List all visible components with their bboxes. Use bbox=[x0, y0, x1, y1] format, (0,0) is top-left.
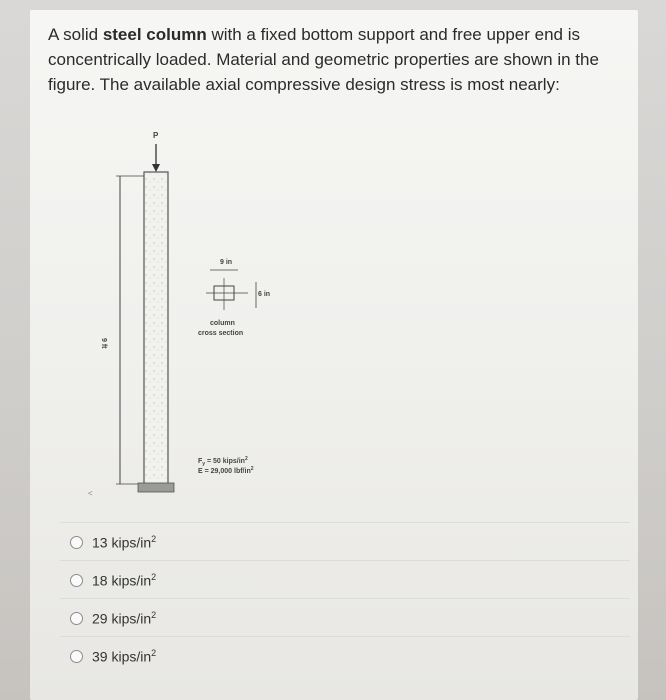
load-label: P bbox=[153, 131, 159, 140]
option-row-3[interactable] bbox=[60, 598, 630, 637]
option-label-4: 39 kips/$in^2$ bbox=[92, 647, 157, 665]
column bbox=[144, 172, 168, 484]
radio-option-2[interactable] bbox=[70, 574, 83, 587]
column-figure bbox=[80, 120, 340, 510]
option-label-3: 29 kips/$in^2$ bbox=[92, 609, 157, 627]
load-arrow-head bbox=[152, 164, 160, 172]
width-dim-label: 9 in bbox=[220, 259, 233, 266]
option-label-2: 18 kips/$in^2$ bbox=[92, 571, 157, 589]
option-row-4[interactable] bbox=[60, 636, 630, 675]
question-text bbox=[48, 22, 633, 97]
fixed-base bbox=[138, 483, 174, 492]
question-bold: steel column bbox=[102, 25, 207, 44]
height-label: 9 ft bbox=[100, 338, 107, 349]
radio-option-1[interactable] bbox=[70, 536, 83, 549]
fy-property: $F_y = 50$ kips/$in^2$ bbox=[198, 456, 248, 467]
option-row-1[interactable] bbox=[60, 522, 630, 561]
option-label-1: 13 kips/$in^2$ bbox=[92, 533, 157, 551]
depth-dim-label: 6 in bbox=[258, 291, 271, 298]
e-property: E = 29,000 lbf/$in^2$ bbox=[198, 466, 254, 475]
caption-line2: cross section bbox=[198, 330, 244, 337]
stray-mark: < bbox=[88, 489, 93, 498]
caption-line1: column bbox=[210, 320, 235, 327]
radio-option-4[interactable] bbox=[70, 650, 83, 663]
option-row-2[interactable] bbox=[60, 560, 630, 599]
radio-option-3[interactable] bbox=[70, 612, 83, 625]
question-part2: with a fixed bottom support and free upper end is concentrically loaded. Material and geometric properties are shown in the figure. The available axial compressive design stress is most nearly: bbox=[48, 25, 599, 94]
question-part1: A solid bbox=[48, 25, 103, 44]
